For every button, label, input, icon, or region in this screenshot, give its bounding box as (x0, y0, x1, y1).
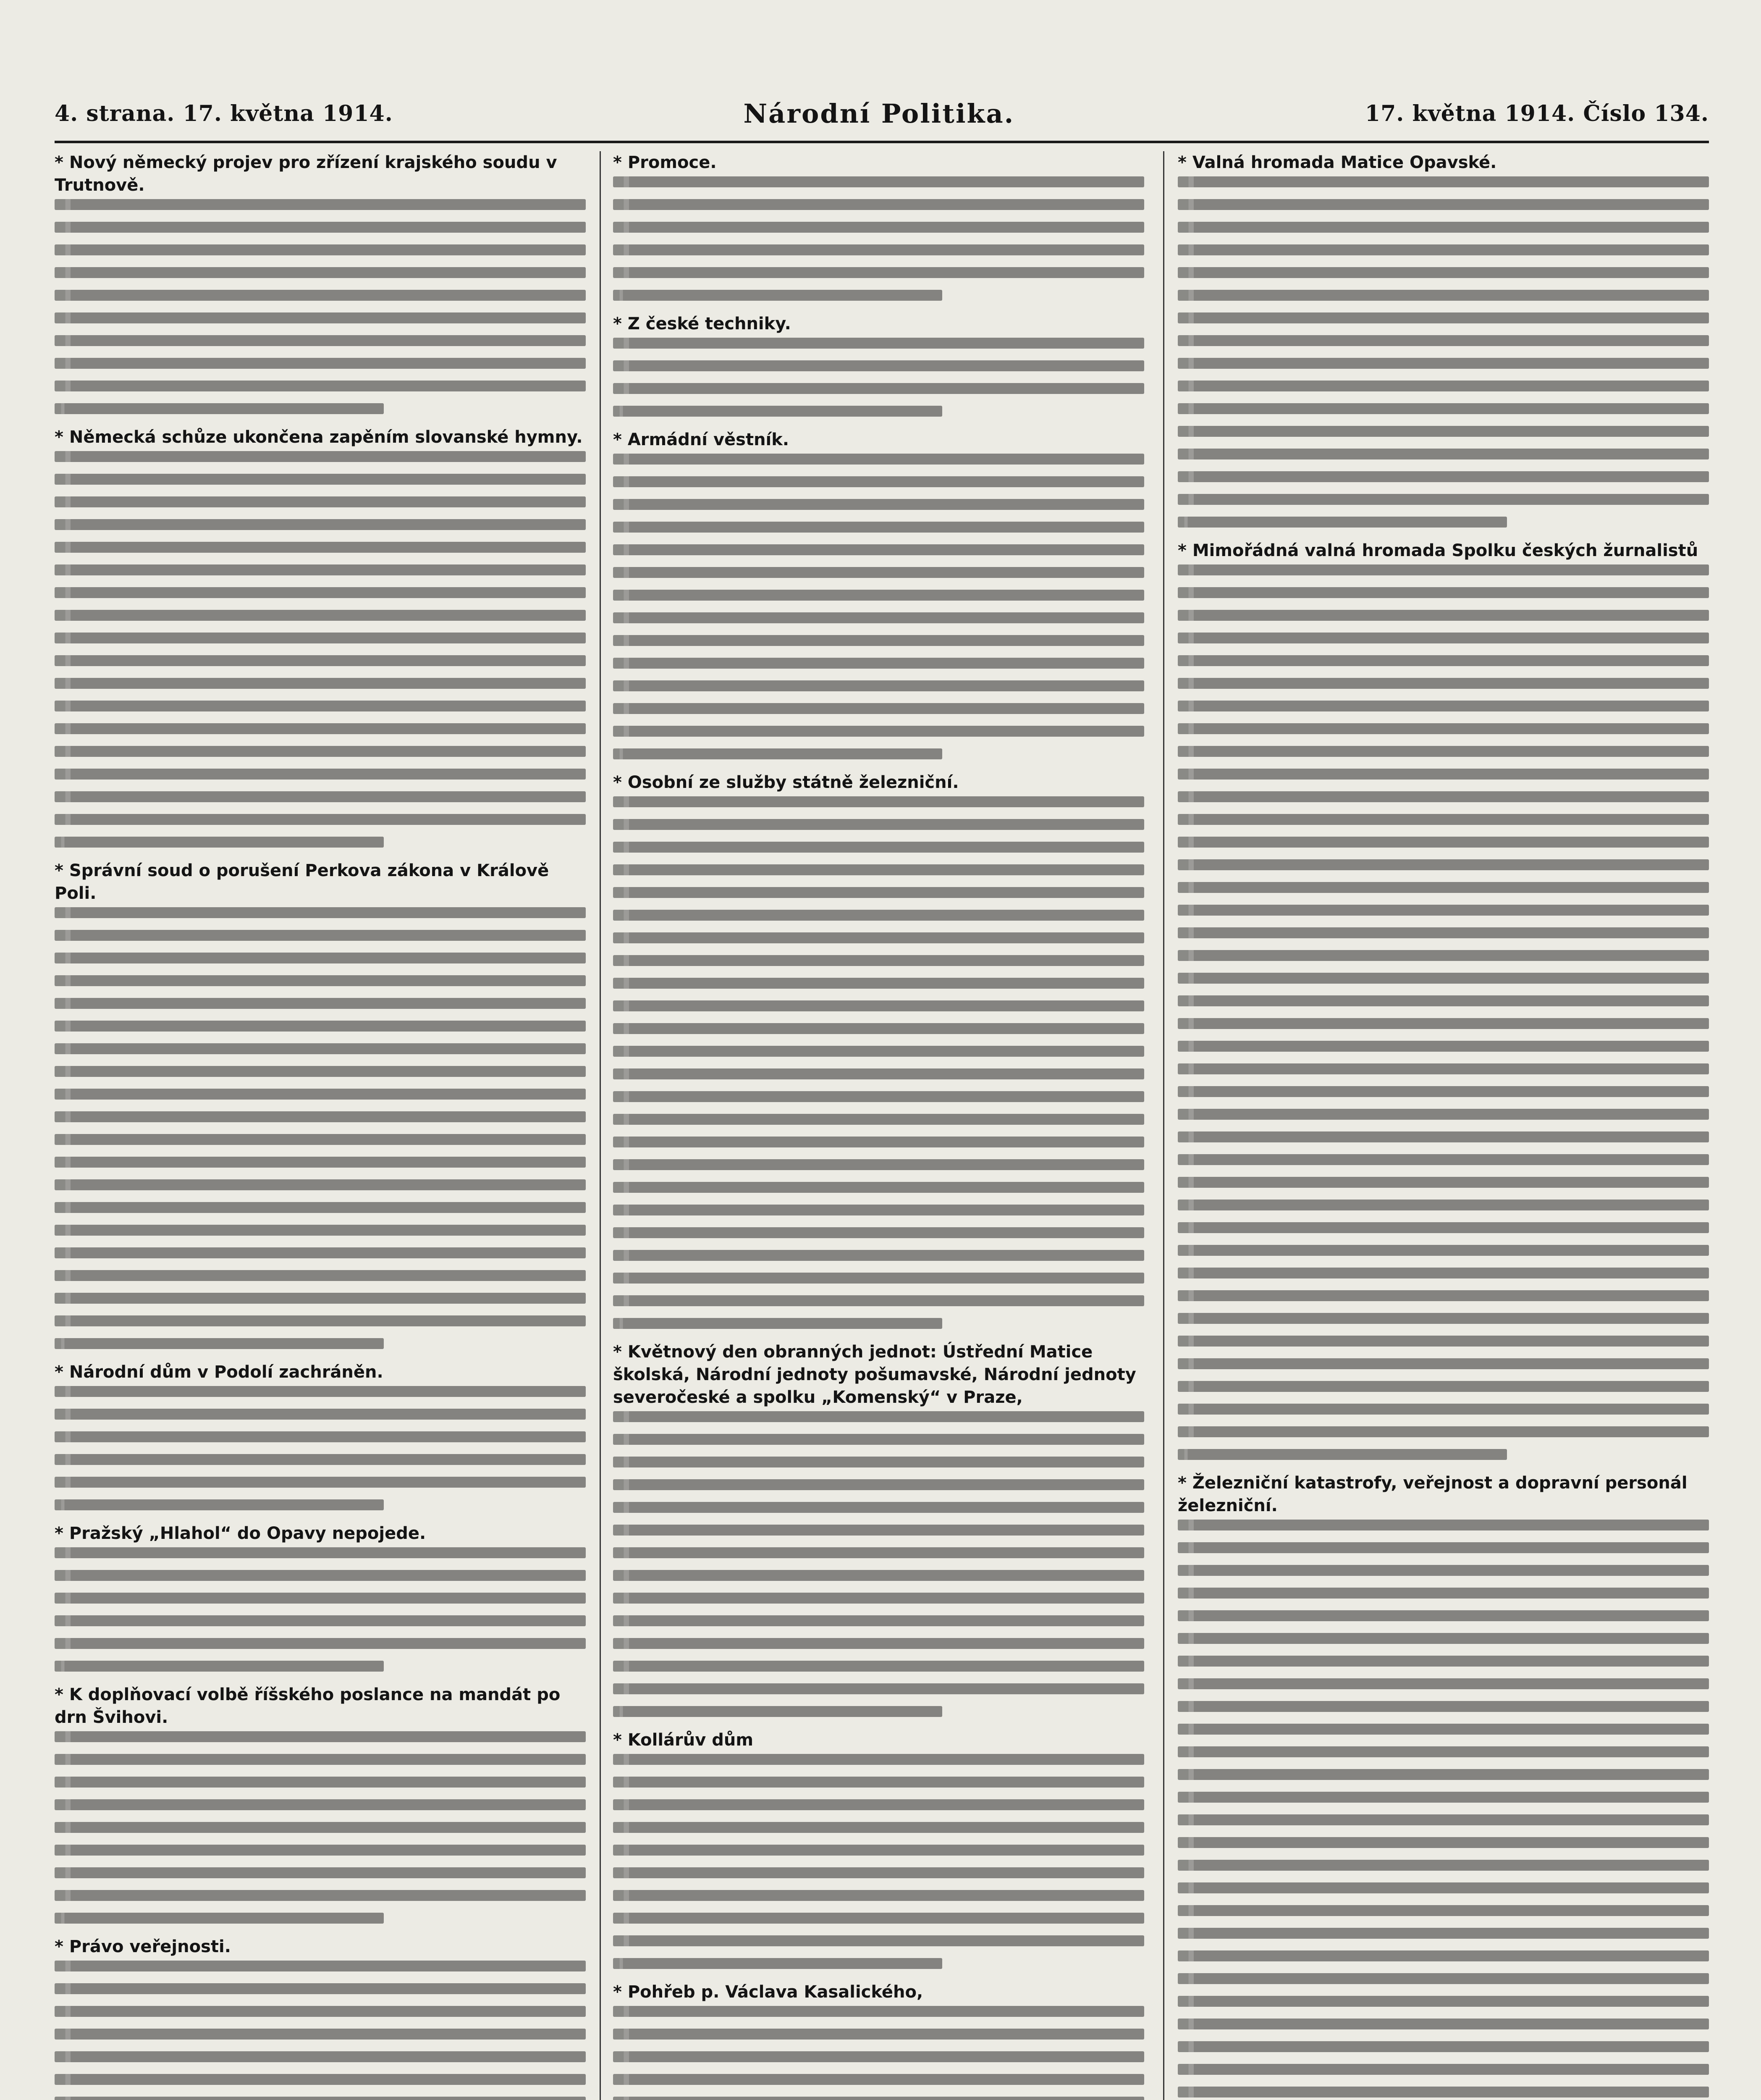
illegible-text-line (1178, 973, 1709, 984)
illegible-text-line (1178, 222, 1709, 233)
illegible-text-line (1178, 1404, 1709, 1415)
illegible-text-line (613, 612, 1144, 623)
illegible-text-line (1178, 1656, 1709, 1667)
illegible-text-line (1178, 1701, 1709, 1712)
illegible-text-line (55, 1431, 586, 1442)
illegible-text-line (55, 1043, 586, 1054)
article (613, 1981, 1144, 2100)
illegible-text-line (55, 1134, 586, 1145)
article (613, 428, 1144, 759)
illegible-text-line (55, 701, 586, 711)
illegible-text-line (613, 1159, 1144, 1170)
illegible-text-line (1178, 1588, 1709, 1599)
illegible-text-line (613, 1683, 1144, 1694)
illegible-text-line (613, 1777, 1144, 1788)
illegible-text-line (613, 360, 1144, 371)
illegible-text-line (1178, 426, 1709, 437)
article-headline: * Valná hromada Matice Opavské. (1178, 153, 1497, 172)
illegible-text-line (55, 1089, 586, 1100)
illegible-text-line (613, 1273, 1144, 1284)
masthead (55, 88, 1709, 139)
illegible-text-line (613, 2074, 1144, 2085)
article-headline: * K doplňovací volbě říšského poslance na mandát po drn Švihovi. (55, 1685, 561, 1727)
illegible-text-line (613, 703, 1144, 714)
illegible-text-line (55, 746, 586, 757)
illegible-text-line (1178, 1950, 1709, 1961)
illegible-text-line (1178, 633, 1709, 643)
illegible-text-line (1178, 312, 1709, 323)
illegible-text-line (55, 769, 586, 780)
illegible-text-line (55, 1247, 586, 1258)
illegible-text-line (613, 910, 1144, 921)
page-area (55, 88, 1709, 2100)
article (55, 151, 586, 414)
illegible-text-line (613, 680, 1144, 691)
column-1 (55, 151, 586, 2100)
illegible-text-line (55, 1754, 586, 1765)
illegible-text-line (613, 1227, 1144, 1238)
article-headline: * Národní dům v Podolí zachráněn. (55, 1362, 383, 1382)
illegible-text-line (613, 476, 1144, 487)
illegible-text-line (613, 338, 1144, 349)
illegible-text-line (55, 1615, 586, 1626)
illegible-text-line (613, 2051, 1144, 2062)
illegible-text-line (1178, 1041, 1709, 1052)
illegible-text-line (1178, 1131, 1709, 1142)
article-headline: * Právo veřejnosti. (55, 1937, 231, 1956)
illegible-text-line (1178, 290, 1709, 301)
illegible-text-line (613, 383, 1144, 394)
illegible-text-line (1178, 882, 1709, 893)
article (613, 312, 1144, 417)
illegible-text-line (613, 499, 1144, 510)
illegible-text-line (613, 748, 942, 759)
illegible-text-line (1178, 1426, 1709, 1437)
illegible-text-line (1178, 587, 1709, 598)
illegible-text-line (613, 1958, 942, 1969)
illegible-text-line (55, 496, 586, 507)
illegible-text-line (613, 544, 1144, 555)
illegible-text-line (613, 199, 1144, 210)
illegible-text-line (55, 587, 586, 598)
illegible-text-line (1178, 678, 1709, 689)
illegible-text-line (613, 1205, 1144, 1215)
illegible-text-line (1178, 950, 1709, 961)
masthead-rule (55, 141, 1709, 143)
illegible-text-line (1178, 1222, 1709, 1233)
illegible-text-line (613, 1935, 1144, 1946)
illegible-text-line (55, 975, 586, 986)
illegible-text-line (55, 1845, 586, 1856)
illegible-text-line (613, 1547, 1144, 1558)
illegible-text-line (1178, 1520, 1709, 1530)
illegible-text-line (55, 1867, 586, 1878)
illegible-text-line (613, 2097, 1144, 2100)
illegible-text-line (1178, 1746, 1709, 1757)
article (1178, 1472, 1709, 2100)
illegible-text-line (55, 222, 586, 233)
illegible-text-line (1178, 517, 1507, 528)
illegible-text-line (55, 1593, 586, 1604)
illegible-text-line (1178, 1837, 1709, 1848)
illegible-text-line (613, 2006, 1144, 2017)
illegible-text-line (55, 1066, 586, 1077)
illegible-text-line (1178, 837, 1709, 848)
illegible-text-line (55, 519, 586, 530)
illegible-text-line (1178, 2019, 1709, 2029)
article (613, 151, 1144, 301)
illegible-text-line (1178, 859, 1709, 870)
illegible-text-line (613, 658, 1144, 669)
illegible-text-line (613, 406, 942, 417)
illegible-text-line (55, 1570, 586, 1581)
illegible-text-line (1178, 1973, 1709, 1984)
illegible-text-line (55, 358, 586, 369)
column-3 (1178, 151, 1709, 2100)
illegible-text-line (1178, 1996, 1709, 2007)
illegible-text-line (55, 1731, 586, 1742)
article (55, 859, 586, 1349)
illegible-text-line (613, 1890, 1144, 1901)
illegible-text-line (1178, 1610, 1709, 1621)
illegible-text-line (613, 1913, 1144, 1924)
illegible-text-line (613, 567, 1144, 578)
illegible-text-line (55, 2029, 586, 2040)
illegible-text-line (1178, 449, 1709, 459)
illegible-text-line (55, 837, 384, 848)
illegible-text-line (55, 1338, 384, 1349)
illegible-text-line (613, 1754, 1144, 1765)
illegible-text-line (55, 1454, 586, 1465)
illegible-text-line (613, 2029, 1144, 2040)
illegible-text-line (55, 1890, 586, 1901)
illegible-text-line (55, 2051, 586, 2062)
columns (55, 151, 1709, 2100)
illegible-text-line (55, 1293, 586, 1304)
illegible-text-line (1178, 1565, 1709, 1576)
column-2 (613, 151, 1144, 2100)
illegible-text-line (55, 1111, 586, 1122)
illegible-text-line (613, 1182, 1144, 1193)
illegible-text-line (613, 1000, 1144, 1011)
illegible-text-line (1178, 723, 1709, 734)
article-headline: * Květnový den obranných jednot: Ústřední Matice školská, Národní jednoty pošumavské, Národní jednoty severočeské a spolku „Komenský“ v Praze, (613, 1342, 1136, 1407)
article (1178, 539, 1709, 1460)
illegible-text-line (55, 1777, 586, 1788)
illegible-text-line (55, 1315, 586, 1326)
illegible-text-line (613, 1137, 1144, 1147)
article-headline: * Správní soud o porušení Perkova zákona v Králově Poli. (55, 861, 549, 903)
illegible-text-line (1178, 1358, 1709, 1369)
illegible-text-line (55, 633, 586, 643)
illegible-text-line (55, 403, 384, 414)
illegible-text-line (1178, 1290, 1709, 1301)
illegible-text-line (55, 381, 586, 391)
page-date-left: 4. strana. 17. května 1914. (55, 100, 393, 126)
illegible-text-line (613, 454, 1144, 465)
illegible-text-line (1178, 995, 1709, 1006)
illegible-text-line (613, 1525, 1144, 1536)
newspaper-title: Národní Politika. (743, 98, 1015, 129)
illegible-text-line (55, 723, 586, 734)
illegible-text-line (1178, 655, 1709, 666)
illegible-text-line (55, 1202, 586, 1213)
illegible-text-line (55, 474, 586, 485)
illegible-text-line (1178, 1018, 1709, 1029)
illegible-text-line (613, 1046, 1144, 1057)
illegible-text-line (1178, 1882, 1709, 1893)
illegible-text-line (55, 1409, 586, 1420)
illegible-text-line (1178, 701, 1709, 711)
illegible-text-line (613, 1799, 1144, 1810)
illegible-text-line (1178, 791, 1709, 802)
illegible-text-line (613, 267, 1144, 278)
article (55, 426, 586, 848)
illegible-text-line (1178, 1542, 1709, 1553)
illegible-text-line (1178, 1449, 1507, 1460)
issue-number: 17. května 1914. Číslo 134. (1365, 100, 1709, 126)
illegible-text-line (1178, 1633, 1709, 1644)
illegible-text-line (613, 1068, 1144, 1079)
illegible-text-line (55, 267, 586, 278)
illegible-text-line (55, 564, 586, 575)
illegible-text-line (55, 451, 586, 462)
article (613, 1341, 1144, 1717)
article-headline: * Armádní věstník. (613, 430, 789, 449)
illegible-text-line (55, 791, 586, 802)
illegible-text-line (613, 796, 1144, 807)
illegible-text-line (613, 1411, 1144, 1422)
illegible-text-line (1178, 494, 1709, 505)
illegible-text-line (613, 590, 1144, 601)
illegible-text-line (613, 1706, 942, 1717)
illegible-text-line (613, 1318, 942, 1329)
article-headline: * Mimořádná valná hromada Spolku českých žurnalistů (1178, 541, 1698, 560)
illegible-text-line (55, 1270, 586, 1281)
article (55, 1935, 586, 2100)
illegible-text-line (1178, 1245, 1709, 1256)
illegible-text-line (55, 244, 586, 255)
illegible-text-line (1178, 1769, 1709, 1780)
article-headline: * Nový německý projev pro zřízení krajského soudu v Trutnově. (55, 153, 557, 195)
illegible-text-line (613, 1867, 1144, 1878)
illegible-text-line (1178, 2041, 1709, 2052)
illegible-text-line (613, 1638, 1144, 1649)
illegible-text-line (613, 1502, 1144, 1513)
article-headline: * Německá schůze ukončena zapěním slovanské hymny. (55, 428, 583, 447)
illegible-text-line (55, 678, 586, 689)
illegible-text-line (55, 290, 586, 301)
illegible-text-line (613, 1295, 1144, 1306)
illegible-text-line (613, 222, 1144, 233)
illegible-text-line (613, 1250, 1144, 1261)
illegible-text-line (1178, 1177, 1709, 1188)
illegible-text-line (55, 1179, 586, 1190)
illegible-text-line (55, 199, 586, 210)
illegible-text-line (55, 2006, 586, 2017)
illegible-text-line (613, 1615, 1144, 1626)
illegible-text-line (55, 907, 586, 918)
illegible-text-line (1178, 610, 1709, 621)
illegible-text-line (1178, 1381, 1709, 1392)
illegible-text-line (55, 814, 586, 825)
illegible-text-line (613, 1023, 1144, 1034)
illegible-text-line (55, 312, 586, 323)
illegible-text-line (1178, 1860, 1709, 1871)
illegible-text-line (1178, 403, 1709, 414)
article (55, 1522, 586, 1672)
illegible-text-line (1178, 769, 1709, 780)
illegible-text-line (613, 1114, 1144, 1125)
illegible-text-line (1178, 905, 1709, 916)
illegible-text-line (1178, 1792, 1709, 1803)
illegible-text-line (1178, 1063, 1709, 1074)
illegible-text-line (1178, 381, 1709, 391)
illegible-text-line (613, 1845, 1144, 1856)
illegible-text-line (613, 244, 1144, 255)
article (1178, 151, 1709, 528)
illegible-text-line (613, 726, 1144, 737)
illegible-text-line (1178, 2087, 1709, 2097)
illegible-text-line (613, 1822, 1144, 1833)
illegible-text-line (613, 1091, 1144, 1102)
illegible-text-line (1178, 1928, 1709, 1939)
illegible-text-line (1178, 746, 1709, 757)
illegible-text-line (613, 1434, 1144, 1445)
illegible-text-line (1178, 1336, 1709, 1347)
illegible-text-line (55, 953, 586, 963)
illegible-text-line (1178, 1154, 1709, 1165)
illegible-text-line (613, 955, 1144, 966)
illegible-text-line (55, 655, 586, 666)
illegible-text-line (55, 1547, 586, 1558)
illegible-text-line (1178, 176, 1709, 187)
illegible-text-line (1178, 814, 1709, 825)
article-headline: * Osobní ze služby státně železniční. (613, 773, 959, 792)
illegible-text-line (1178, 1724, 1709, 1735)
illegible-text-line (613, 635, 1144, 646)
illegible-text-line (55, 1386, 586, 1397)
article (613, 1729, 1144, 1969)
illegible-text-line (1178, 471, 1709, 482)
illegible-text-line (613, 1661, 1144, 1672)
illegible-text-line (1178, 1905, 1709, 1916)
illegible-text-line (1178, 1678, 1709, 1689)
illegible-text-line (1178, 244, 1709, 255)
illegible-text-line (55, 1913, 384, 1924)
illegible-text-line (1178, 1086, 1709, 1097)
illegible-text-line (55, 1661, 384, 1672)
illegible-text-line (613, 978, 1144, 989)
illegible-text-line (1178, 267, 1709, 278)
illegible-text-line (1178, 2064, 1709, 2075)
illegible-text-line (55, 1822, 586, 1833)
illegible-text-line (55, 1157, 586, 1168)
article-headline: * Železniční katastrofy, veřejnost a dopravní personál železniční. (1178, 1473, 1688, 1515)
illegible-text-line (55, 1477, 586, 1488)
illegible-text-line (55, 1638, 586, 1649)
illegible-text-line (1178, 564, 1709, 575)
illegible-text-line (55, 1961, 586, 1971)
article (55, 1683, 586, 1924)
illegible-text-line (55, 1225, 586, 1236)
illegible-text-line (55, 542, 586, 553)
illegible-text-line (55, 610, 586, 621)
illegible-text-line (613, 290, 942, 301)
illegible-text-line (1178, 1268, 1709, 1278)
article (55, 1361, 586, 1510)
article-headline: * Pohřeb p. Václava Kasalického, (613, 1982, 923, 2002)
illegible-text-line (55, 1799, 586, 1810)
illegible-text-line (613, 1479, 1144, 1490)
illegible-text-line (613, 176, 1144, 187)
illegible-text-line (613, 819, 1144, 830)
illegible-text-line (55, 998, 586, 1009)
illegible-text-line (613, 842, 1144, 853)
article-headline: * Pražský „Hlahol“ do Opavy nepojede. (55, 1524, 426, 1543)
illegible-text-line (1178, 1109, 1709, 1120)
illegible-text-line (613, 1593, 1144, 1604)
illegible-text-line (613, 1457, 1144, 1467)
illegible-text-line (55, 1021, 586, 1032)
illegible-text-line (1178, 927, 1709, 938)
illegible-text-line (1178, 1814, 1709, 1825)
illegible-text-line (55, 1499, 384, 1510)
article-headline: * Kollárův dům (613, 1730, 754, 1750)
article-headline: * Z české techniky. (613, 314, 791, 333)
illegible-text-line (613, 932, 1144, 943)
illegible-text-line (55, 2097, 586, 2100)
article (613, 771, 1144, 1329)
illegible-text-line (613, 522, 1144, 533)
illegible-text-line (1178, 358, 1709, 369)
illegible-text-line (55, 930, 586, 941)
illegible-text-line (613, 887, 1144, 898)
illegible-text-line (1178, 1313, 1709, 1324)
illegible-text-line (55, 2074, 586, 2085)
illegible-text-line (55, 1983, 586, 1994)
illegible-text-line (613, 1570, 1144, 1581)
illegible-text-line (1178, 1200, 1709, 1210)
illegible-text-line (55, 335, 586, 346)
illegible-text-line (1178, 199, 1709, 210)
illegible-text-line (613, 864, 1144, 875)
illegible-text-line (1178, 335, 1709, 346)
article-headline: * Promoce. (613, 153, 717, 172)
